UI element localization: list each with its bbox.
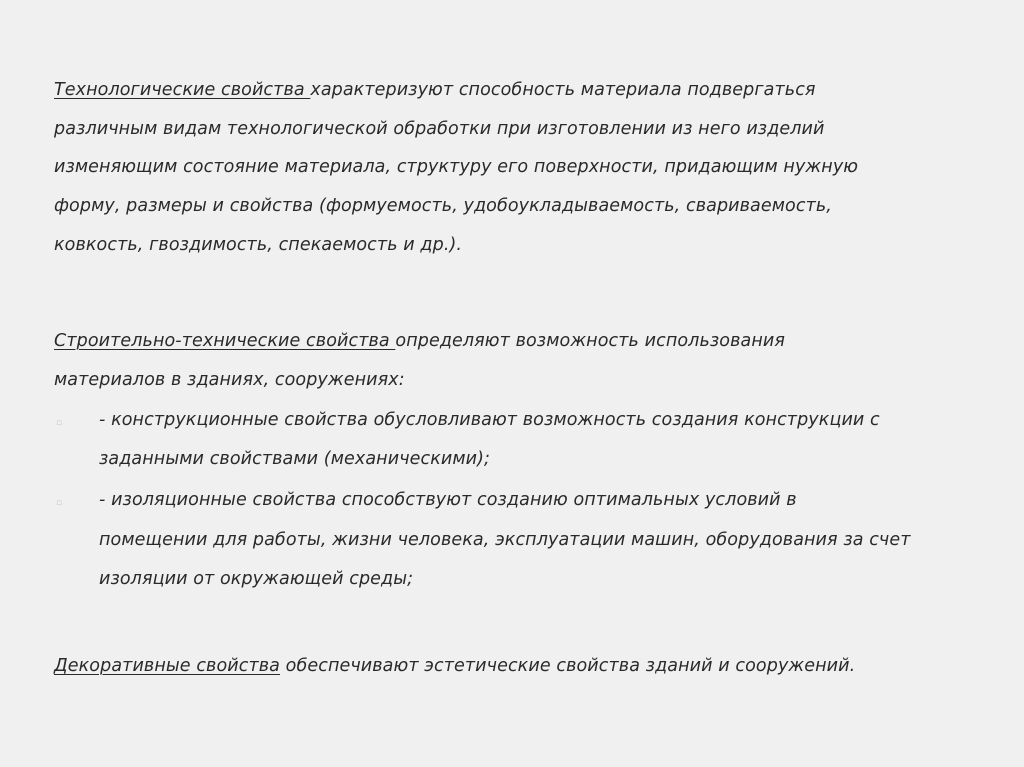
bullet-2-line-2: помещении для работы, жизни человека, эксплуатации машин, оборудования за счет: [99, 530, 911, 550]
term-technological: Технологические свойства: [54, 80, 311, 100]
p1-line-1: [54, 80, 816, 100]
bullet-2-line-3: изоляции от окружающей среды;: [99, 569, 414, 589]
term-decorative: Декоративные свойства: [54, 656, 280, 676]
p2-line-1: [54, 331, 785, 351]
bullet-icon: ▫: [56, 498, 63, 508]
bullet-1-line-1: - конструкционные свойства обусловливают возможность создания конструкции с: [99, 410, 880, 430]
p1-line-4: форму, размеры и свойства (формуемость, удобоукладываемость, свариваемость,: [54, 196, 832, 216]
p2-line-1-text: определяют возможность использования: [395, 331, 785, 351]
p1-line-2: различным видам технологической обработки при изготовлении из него изделий: [54, 119, 825, 139]
p1-line-5: ковкость, гвоздимость, спекаемость и др.).: [54, 235, 463, 255]
p3-line-1-text: обеспечивают эстетические свойства зданий и сооружений.: [280, 656, 856, 676]
bullet-1-line-2: заданными свойствами (механическими);: [99, 449, 491, 469]
p2-line-2: материалов в зданиях, сооружениях:: [54, 370, 405, 390]
term-construction: Строительно-технические свойства: [54, 331, 396, 351]
p3-line-1: [54, 656, 855, 676]
bullet-icon: ▫: [56, 418, 63, 428]
bullet-2-line-1: - изоляционные свойства способствуют созданию оптимальных условий в: [99, 490, 797, 510]
p1-line-1-text: характеризуют способность материала подвергаться: [310, 80, 816, 100]
p1-line-3: изменяющим состояние материала, структуру его поверхности, придающим нужную: [54, 157, 859, 177]
